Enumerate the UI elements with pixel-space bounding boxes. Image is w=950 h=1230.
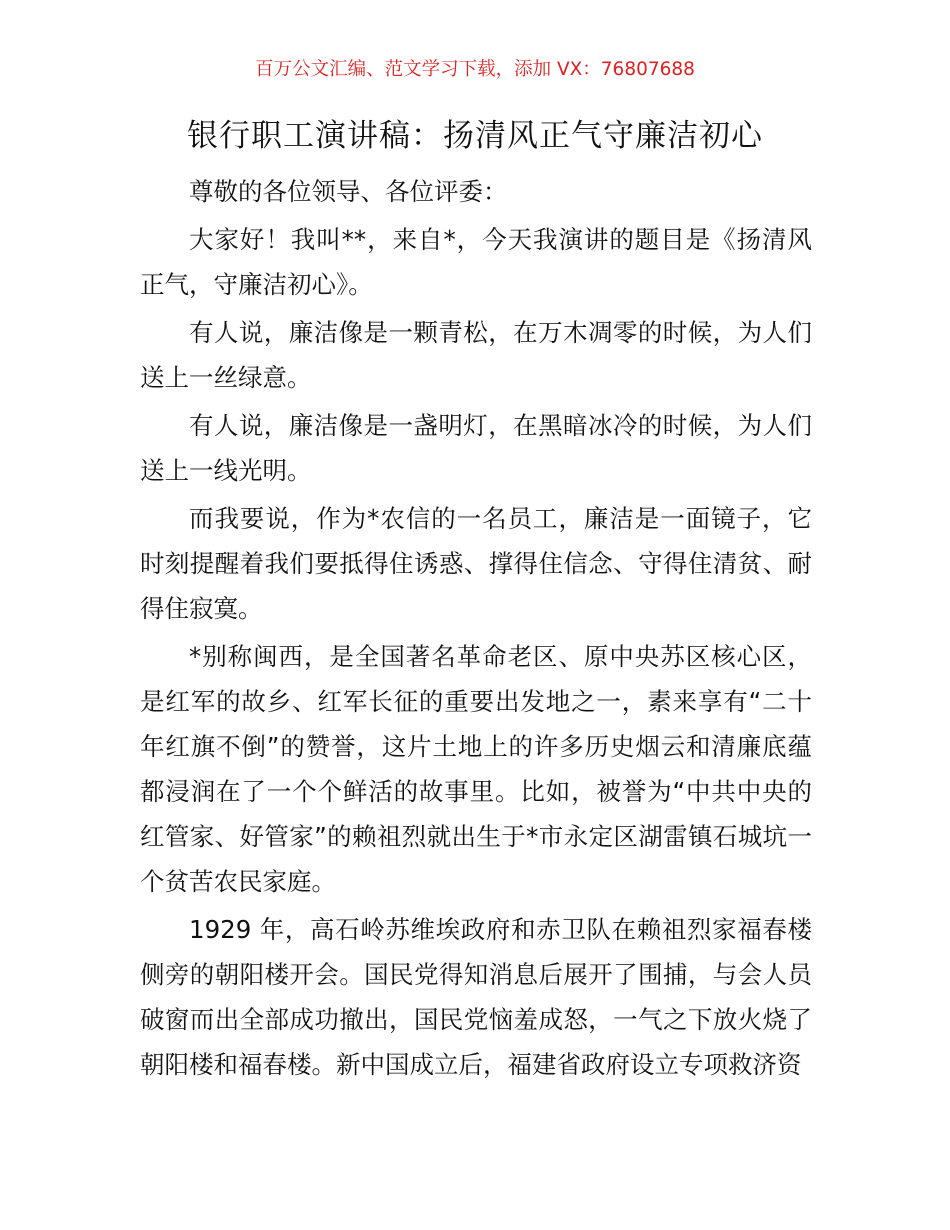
document-body (140, 169, 812, 1090)
watermark-banner: 百万公文汇编、范文学习下载，添加 VX：76807688 (255, 59, 695, 80)
paragraph-pine-metaphor: 有人说，廉洁像是一颗青松，在万木凋零的时候，为人们送上一丝绿意。 (140, 318, 812, 392)
document-title: 银行职工演讲稿：扬清风正气守廉洁初心 (187, 118, 763, 154)
paragraph-minxi-history: *别称闽西，是全国著名革命老区、原中央苏区核心区，是红军的故乡、红军长征的重要出发地之一，素来享有“二十年红旗不倒”的赞誉，这片土地上的许多历史烟云和清廉底蕴都浸润在了一个个鲜活的故事里。比如，被誉为“中共中央的红管家、好管家”的赖祖烈就出生于*市永定区湖雷镇石城坑一个贫苦农民家庭。 (140, 642, 812, 896)
paragraph-lamp-metaphor: 有人说，廉洁像是一盏明灯，在黑暗冰冷的时候，为人们送上一线光明。 (140, 411, 812, 485)
paragraph-1929-story: 1929 年，高石岭苏维埃政府和赤卫队在赖祖烈家福春楼侧旁的朝阳楼开会。国民党得知消息后展开了围捕，与会人员破窗而出全部成功撤出，国民党恼羞成怒，一气之下放火烧了朝阳楼和福春楼。新中国成立后，福建省政府设立专项救济资 (140, 915, 812, 1079)
paragraph-mirror-metaphor: 而我要说，作为*农信的一名员工，廉洁是一面镜子，它时刻提醒着我们要抵得住诱惑、撑得住信念、守得住清贫、耐得住寂寞。 (140, 504, 812, 623)
paragraph-salutation: 尊敬的各位领导、各位评委： (189, 177, 508, 206)
paragraph-introduction: 大家好！我叫**，来自*，今天我演讲的题目是《扬清风正气，守廉洁初心》。 (140, 225, 812, 299)
